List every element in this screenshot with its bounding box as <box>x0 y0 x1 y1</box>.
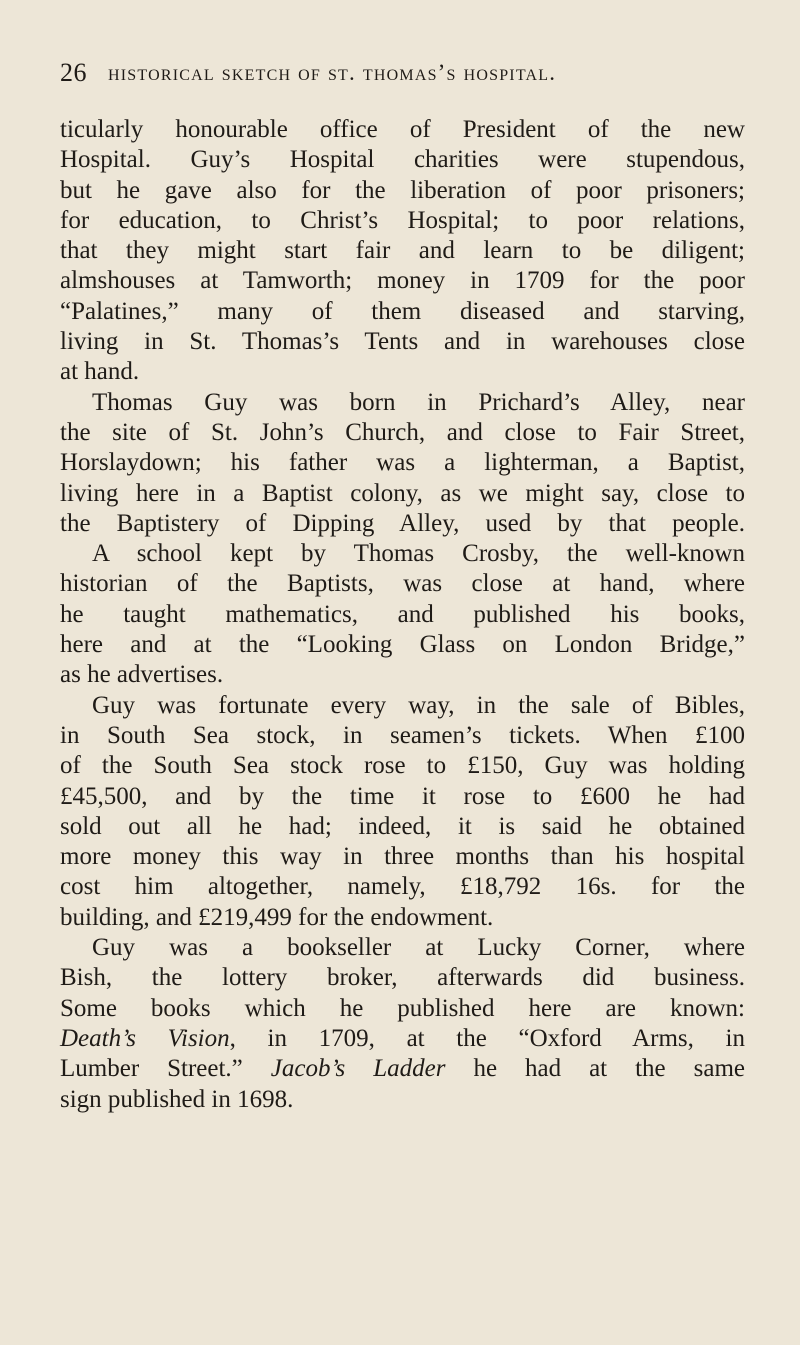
text-line: living in St. Thomas’s Tents and in warehouses close <box>60 328 745 356</box>
text-line: almshouses at Tamworth; money in 1709 for the poor <box>60 267 745 295</box>
running-title: historical sketch of st. thomas’s hospital. <box>108 60 557 85</box>
text-line: at hand. <box>60 358 140 386</box>
book-title: Death’s Vision <box>60 1024 230 1052</box>
text-line: historian of the Baptists, was close at hand, where <box>60 570 745 598</box>
text-line: Thomas Guy was born in Prichard’s Alley, near <box>92 388 745 416</box>
text-line: ticularly honourable office of President of the new <box>60 116 745 143</box>
text-line: for education, to Christ’s Hospital; to poor relations, <box>60 206 745 234</box>
text-fragment: Lumber Street.” <box>60 1055 271 1083</box>
running-head <box>60 50 740 90</box>
text-line: but he gave also for the liberation of poor prisoners; <box>60 176 745 204</box>
text-line: the Baptistery of Dipping Alley, used by that people. <box>60 509 745 537</box>
page-number: 26 <box>60 58 87 87</box>
text-line: the site of St. John’s Church, and close to Fair Street, <box>60 418 745 446</box>
text-fragment: , in 1709, at the “Oxford Arms, in <box>229 1024 746 1052</box>
text-line: A school kept by Thomas Crosby, the well-known <box>92 540 745 568</box>
text-line: sign published in 1698. <box>60 1085 294 1113</box>
book-title: Jacob’s Ladder <box>270 1055 446 1083</box>
text-line: Guy was fortunate every way, in the sale of Bibles, <box>92 691 745 719</box>
text-line: living here in a Baptist colony, as we might say, close to <box>60 479 745 507</box>
body-text <box>60 115 745 1115</box>
text-line: Bish, the lottery broker, afterwards did business. <box>60 964 745 992</box>
text-line: Hospital. Guy’s Hospital charities were stupendous, <box>60 146 745 174</box>
text-line: building, and £219,499 for the endowment. <box>60 903 494 931</box>
text-line: as he advertises. <box>60 661 224 689</box>
text-line: cost him altogether, namely, £18,792 16s. for the <box>60 873 745 901</box>
text-line: Some books which he published here are known: <box>60 994 745 1022</box>
text-line: £45,500, and by the time it rose to £600 he had <box>60 782 745 810</box>
text-line: of the South Sea stock rose to £150, Guy was holding <box>60 752 745 780</box>
text-fragment: he had at the same <box>445 1055 745 1083</box>
text-line: sold out all he had; indeed, it is said he obtained <box>60 812 745 840</box>
text-line: here and at the “Looking Glass on London Bridge,” <box>60 631 745 659</box>
text-line: “Palatines,” many of them diseased and starving, <box>60 297 745 325</box>
text-line: that they might start fair and learn to be diligent; <box>60 237 745 265</box>
text-line: Guy was a bookseller at Lucky Corner, where <box>92 934 745 962</box>
text-line: more money this way in three months than his hospital <box>60 843 745 871</box>
text-line: he taught mathematics, and published his books, <box>60 600 745 628</box>
text-line <box>60 1054 745 1084</box>
text-line: in South Sea stock, in seamen’s tickets. When £100 <box>60 721 745 749</box>
text-line <box>60 1024 745 1054</box>
text-line: Horslaydown; his father was a lighterman, a Baptist, <box>60 449 745 477</box>
